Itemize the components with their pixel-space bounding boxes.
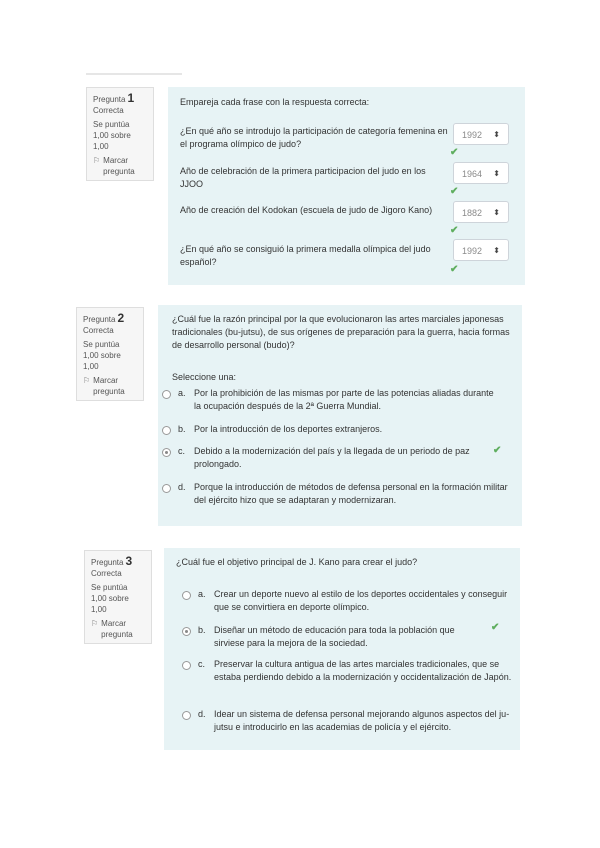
q1-row-4-select[interactable] [453,239,509,261]
q3-option-b-letter: b. [198,625,206,635]
q2-grade: Se puntúa 1,00 sobre 1,00 [83,340,121,371]
q1-row-1-text: ¿En qué año se introdujo la participación de categoría femenina en el programa olímpico de judo? [180,126,448,149]
flag-icon: ⚐ [83,376,91,385]
q1-label: Pregunta [93,95,126,104]
q3-flag-link[interactable] [91,618,145,640]
q1-row-2-value: 1964 [462,169,483,179]
q1-state: Correcta [93,106,124,115]
q2-option-a-text: Por la prohibición de las mismas por parte de las potencias aliadas durante la ocupación después de la 2ª Guerra Mundial. [194,388,494,411]
q1-row-1-value: 1992 [462,130,483,140]
q2-option-a-letter: a. [178,388,186,398]
check-icon: ✔ [450,147,459,158]
check-icon: ✔ [450,225,459,236]
q3-option-c[interactable] [182,658,514,684]
q2-option-d-letter: d. [178,482,186,492]
q2-option-b-letter: b. [178,424,186,434]
flag-icon: ⚐ [91,619,99,628]
q3-option-b-text: Diseñar un método de educación para toda la población que sirviese para la mejora de la sociedad. [214,625,455,648]
check-icon: ✔ [450,264,459,275]
radio-button[interactable] [182,591,191,600]
radio-button-selected[interactable] [182,627,191,636]
radio-button[interactable] [162,390,171,399]
q1-row-3-text: Año de creación del Kodokan (escuela de judo de Jigoro Kano) [180,205,433,215]
q1-row-3-select[interactable] [453,201,509,223]
top-divider [86,73,182,75]
q1-row-4-value: 1992 [462,246,483,256]
q3-option-d-text: Idear un sistema de defensa personal mejorando algunos aspectos del ju-jutsu e introducirlo en las academias de policía y el ejército. [214,709,510,732]
q2-option-d[interactable] [162,481,514,507]
q1-row-2-select[interactable] [453,162,509,184]
q1-grade: Se puntúa 1,00 sobre 1,00 [93,120,131,151]
q1-row-4-text: ¿En qué año se consiguió la primera medalla olímpica del judo español? [180,244,431,267]
q3-flag-text: Marcar pregunta [101,619,133,639]
q3-option-d-letter: d. [198,709,206,719]
check-icon: ✔ [493,445,502,456]
q2-option-b[interactable] [162,423,502,436]
q2-info-box [76,307,144,401]
q3-grade: Se puntúa 1,00 sobre 1,00 [91,583,129,614]
q2-option-d-text: Porque la introducción de métodos de defensa personal en la formación militar del ejército hizo que se adaptaran y modernizaran. [194,482,508,505]
radio-button-selected[interactable] [162,448,171,457]
q1-row-3-value: 1882 [462,208,483,218]
q1-flag-text: Marcar pregunta [103,156,135,176]
radio-button[interactable] [162,426,171,435]
q2-option-c-letter: c. [178,446,186,456]
q3-prompt: ¿Cuál fue el objetivo principal de J. Kano para crear el judo? [176,557,418,567]
q2-option-c-text: Debido a la modernización del país y la llegada de un periodo de paz prolongado. [194,446,470,469]
q3-option-c-letter: c. [198,659,206,669]
q2-option-a[interactable] [162,387,502,413]
chevron-updown-icon: ⬍ [493,246,500,255]
q3-number: 3 [125,554,133,568]
chevron-updown-icon: ⬍ [493,169,500,178]
q1-number: 1 [127,91,135,105]
flag-icon: ⚐ [93,156,101,165]
q2-label: Pregunta [83,315,116,324]
q2-option-b-text: Por la introducción de los deportes extranjeros. [194,424,383,434]
q2-flag-link[interactable] [83,375,137,397]
q1-info-box [86,87,154,181]
q3-option-a-letter: a. [198,589,206,599]
q3-option-c-text: Preservar la cultura antigua de las artes marciales tradicionales, que se estaba perdiendo debido a la modernización y occidentalización de Japón. [214,659,512,682]
chevron-updown-icon: ⬍ [493,208,500,217]
q2-select-label: Seleccione una: [172,372,237,382]
q1-flag-link[interactable] [93,155,147,177]
q3-label: Pregunta [91,558,124,567]
radio-button[interactable] [162,484,171,493]
q3-info-box [84,550,152,644]
q1-row-2-text: Año de celebración de la primera participacion del judo en los JJOO [180,166,426,189]
q2-state: Correcta [83,326,114,335]
radio-button[interactable] [182,711,191,720]
q3-option-a[interactable] [182,588,512,614]
q3-option-a-text: Crear un deporte nuevo al estilo de los deportes occidentales y conseguir que se convirtiera en deporte olímpico. [214,589,508,612]
check-icon: ✔ [450,186,459,197]
q2-number: 2 [117,311,125,325]
q3-content [164,548,520,750]
chevron-updown-icon: ⬍ [493,130,500,139]
q2-prompt: ¿Cuál fue la razón principal por la que evolucionaron las artes marciales japonesas tradicionales (bu-jutsu), de sus orígenes de preparación para la guerra, hacia formas de desarrollo personal (budo)? [172,314,510,350]
q2-flag-text: Marcar pregunta [93,376,125,396]
q1-content [168,87,525,285]
q1-prompt: Empareja cada frase con la respuesta correcta: [180,97,370,107]
radio-button[interactable] [182,661,191,670]
q2-option-c[interactable] [162,445,474,471]
q3-option-b[interactable] [182,624,462,650]
q3-state: Correcta [91,569,122,578]
q3-option-d[interactable] [182,708,514,734]
q2-content [158,305,522,526]
q1-row-1-select[interactable] [453,123,509,145]
check-icon: ✔ [491,622,500,633]
